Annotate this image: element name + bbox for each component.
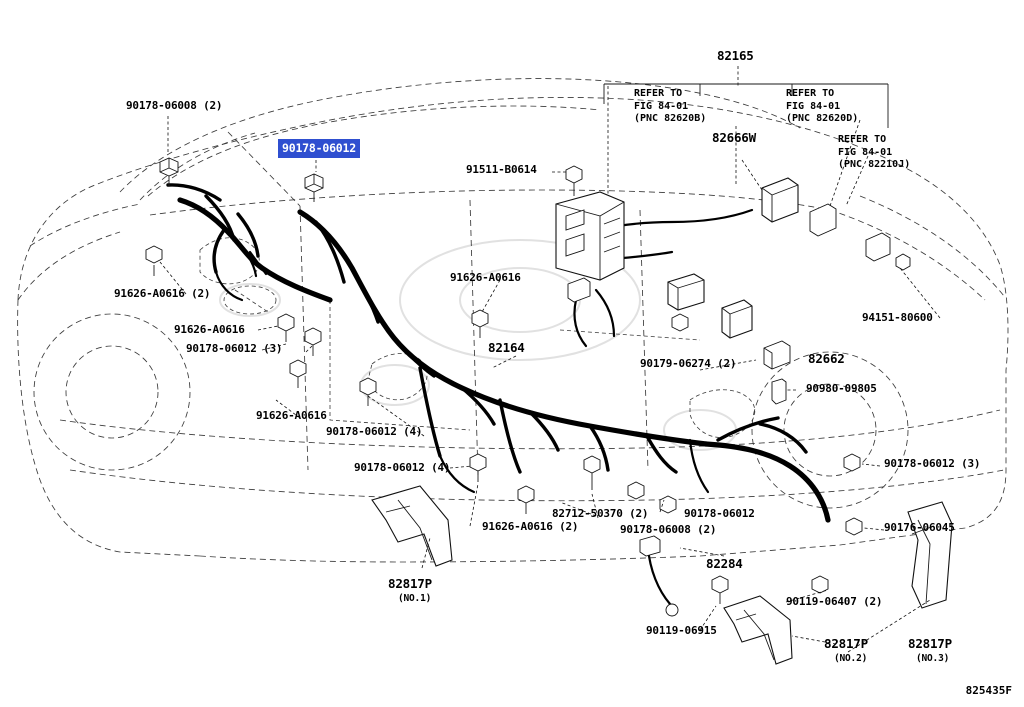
reference-box-82620B	[634, 88, 706, 126]
label-90176-06045: 90176-06045	[884, 521, 955, 534]
label-90119-06915: 90119-06915	[646, 624, 717, 637]
label-82284: 82284	[706, 556, 743, 571]
highlighted-part-90178-06012[interactable]: 90178-06012	[278, 139, 360, 158]
label-90178-06012-rear: 90178-06012	[684, 507, 755, 520]
ref2-line2: FIG 84-01	[786, 100, 841, 112]
label-90178-06012-4-b: 90178-06012 (4)	[354, 461, 451, 474]
reference-box-82210J	[838, 134, 910, 172]
label-91626-A0616-lower-left: 91626-A0616	[256, 409, 327, 422]
ref3-line1: REFER TO	[838, 134, 887, 145]
ref3-line2: FIG 84-01	[838, 146, 893, 158]
label-90119-06407-2: 90119-06407 (2)	[786, 595, 883, 608]
ref1-line3: (PNC 82620B)	[634, 113, 707, 124]
reference-box-82620D	[786, 88, 858, 126]
label-82817P-no1-sub: (NO.1)	[398, 593, 432, 604]
label-82662: 82662	[808, 351, 845, 366]
label-82817P-no3-sub: (NO.3)	[916, 653, 950, 664]
label-82817P-no2: 82817P	[824, 636, 868, 651]
label-90178-06012-3-rear: 90178-06012 (3)	[884, 457, 981, 470]
label-82712-50370-2: 82712-50370 (2)	[552, 507, 649, 520]
figure-code: 825435F	[965, 684, 1012, 697]
label-82817P-no3: 82817P	[908, 636, 952, 651]
label-91511-B0614: 91511-B0614	[466, 163, 537, 176]
label-82666W: 82666W	[712, 130, 756, 145]
label-90178-06008-2-front: 90178-06008 (2)	[126, 99, 223, 112]
label-82164: 82164	[488, 340, 525, 355]
label-91626-A0616-2-bottom: 91626-A0616 (2)	[482, 520, 579, 533]
label-90178-06012-3-left: 90178-06012 (3)	[186, 342, 283, 355]
label-90980-09805: 90980-09805	[806, 382, 877, 395]
label-82165: 82165	[717, 48, 754, 63]
label-82817P-no2-sub: (NO.2)	[834, 653, 868, 664]
label-94151-80600: 94151-80600	[862, 311, 933, 324]
label-90178-06012-4-a: 90178-06012 (4)	[326, 425, 423, 438]
label-91626-A0616-left: 91626-A0616	[174, 323, 245, 336]
ref2-line1: REFER TO	[786, 88, 835, 99]
label-91626-A0616-2: 91626-A0616 (2)	[114, 287, 211, 300]
label-90178-06008-2-bottom: 90178-06008 (2)	[620, 523, 717, 536]
ref2-line3: (PNC 82620D)	[786, 113, 859, 124]
label-91626-A0616-mid: 91626-A0616	[450, 271, 521, 284]
ref3-line3: (PNC 82210J)	[838, 159, 911, 170]
ref1-line1: REFER TO	[634, 88, 683, 99]
ref1-line2: FIG 84-01	[634, 100, 689, 112]
label-82817P-no1: 82817P	[388, 576, 432, 591]
label-90179-06274-2: 90179-06274 (2)	[640, 357, 737, 370]
